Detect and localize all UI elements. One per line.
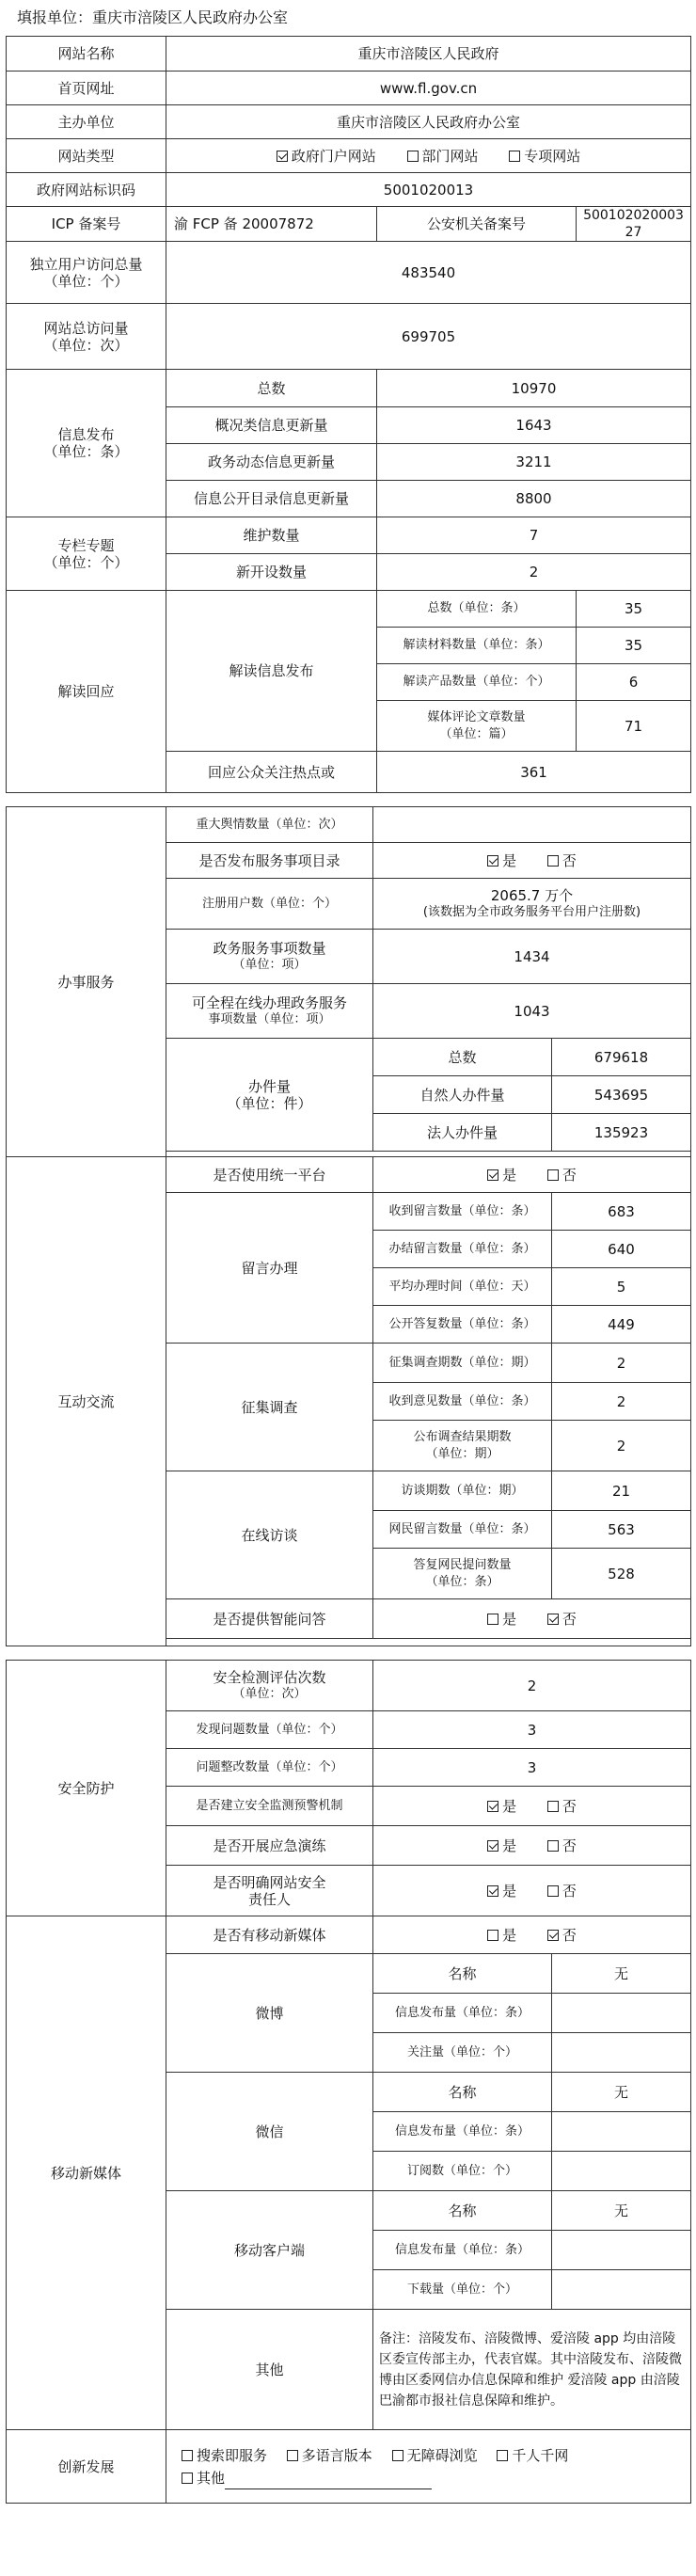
- weibo-label: 微博: [166, 1954, 373, 2073]
- has-media-label: 是否有移动新媒体: [166, 1916, 373, 1954]
- unified-no[interactable]: 否: [547, 1167, 577, 1184]
- app-dl-value: [552, 2270, 691, 2310]
- interpret-row-value: 35: [577, 628, 691, 664]
- wechat-sub-label: 订阅数（单位：个）: [373, 2152, 552, 2191]
- app-info-label: 信息发布量（单位：条）: [373, 2231, 552, 2270]
- spacer: [166, 1639, 691, 1646]
- interpret-sub-label: 解读信息发布: [166, 591, 377, 752]
- checkbox-empty-icon: [392, 2450, 403, 2461]
- innovation-label: 创新发展: [7, 2430, 166, 2504]
- volume-row-label: 总数: [373, 1039, 552, 1076]
- msg-row-value: 449: [552, 1306, 691, 1344]
- volume-row-label: 自然人办件量: [373, 1076, 552, 1114]
- interpret-row-label: 解读产品数量（单位：个）: [377, 664, 577, 701]
- survey-row-label: 公布调查结果期数 （单位：期）: [373, 1421, 552, 1471]
- site-type-label: 网站类型: [7, 139, 166, 173]
- found-label: 发现问题数量（单位：个）: [166, 1711, 373, 1749]
- msg-row-label: 公开答复数量（单位：条）: [373, 1306, 552, 1344]
- media-label: 移动新媒体: [7, 1916, 166, 2430]
- wechat-sub-value: [552, 2152, 691, 2191]
- checkbox-checked-icon: [487, 855, 498, 867]
- blank-line: [225, 2475, 432, 2489]
- drill-label: 是否开展应急演练: [166, 1826, 373, 1866]
- survey-row-label: 征集调查期数（单位：期）: [373, 1344, 552, 1383]
- info-row-value: 10970: [377, 370, 691, 407]
- innovation-other[interactable]: 其他: [182, 2467, 432, 2489]
- column-label: 专栏专题 （单位：个）: [7, 517, 166, 591]
- site-name-label: 网站名称: [7, 37, 166, 72]
- app-name-value: 无: [552, 2191, 691, 2231]
- checkbox-empty-icon: [547, 1840, 559, 1852]
- catalog-label: 是否发布服务事项目录: [166, 843, 373, 879]
- type-option-special[interactable]: 专项网站: [509, 148, 580, 165]
- opinion-value: [373, 807, 691, 843]
- msg-row-label: 收到留言数量（单位：条）: [373, 1193, 552, 1231]
- app-dl-label: 下载量（单位：个）: [373, 2270, 552, 2310]
- homepage-value: www.fl.gov.cn: [166, 72, 691, 105]
- police-label: 公安机关备案号: [377, 207, 577, 242]
- app-name-label: 名称: [373, 2191, 552, 2231]
- visit-row-value: 21: [552, 1471, 691, 1511]
- msg-row-label: 平均办理时间（单位：天）: [373, 1268, 552, 1306]
- volume-row-value: 543695: [552, 1076, 691, 1114]
- wechat-label: 微信: [166, 2073, 373, 2191]
- type-option-dept[interactable]: 部门网站: [407, 148, 479, 165]
- msg-label: 留言办理: [166, 1193, 373, 1344]
- fixed-label: 问题整改数量（单位：个）: [166, 1749, 373, 1787]
- checkbox-checked-icon: [487, 1840, 498, 1852]
- service-label: 办事服务: [7, 807, 166, 1157]
- checkbox-checked-icon: [547, 1930, 559, 1941]
- interpret-row-label: 总数（单位：条）: [377, 591, 577, 628]
- police-value: 50010202000327: [577, 207, 691, 242]
- catalog-yes[interactable]: 是: [487, 852, 516, 869]
- found-value: 3: [373, 1711, 691, 1749]
- wechat-name-value: 无: [552, 2073, 691, 2112]
- survey-row-value: 2: [552, 1421, 691, 1471]
- checkbox-checked-icon: [487, 1801, 498, 1812]
- innovation-search[interactable]: 搜索即服务: [182, 2444, 267, 2467]
- service-interaction-table: [6, 806, 691, 1646]
- qa-label: 是否提供智能问答: [166, 1599, 373, 1639]
- weibo-follow-label: 关注量（单位：个）: [373, 2033, 552, 2073]
- info-row-label: 信息公开目录信息更新量: [166, 481, 377, 517]
- drill-options: [373, 1826, 691, 1866]
- uv-label: 独立用户访问总量 （单位：个）: [7, 242, 166, 304]
- qa-yes[interactable]: 是: [487, 1611, 516, 1628]
- checkbox-empty-icon: [547, 1885, 559, 1897]
- interpret-row-label: 媒体评论文章数量 （单位：篇）: [377, 701, 577, 752]
- volume-row-label: 法人办件量: [373, 1114, 552, 1152]
- monitor-label: 是否建立安全监测预警机制: [166, 1787, 373, 1826]
- filler-unit: 填报单位：重庆市涪陵区人民政府办公室: [17, 8, 289, 26]
- app-info-value: [552, 2231, 691, 2270]
- users-value: 2065.7 万个 (该数据为全市政务服务平台用户注册数): [373, 879, 691, 930]
- info-row-value: 1643: [377, 407, 691, 444]
- info-publish-label: 信息发布 （单位：条）: [7, 370, 166, 517]
- checkbox-checked-icon: [487, 1885, 498, 1897]
- visit-row-label: 答复网民提问数量 （单位：条）: [373, 1549, 552, 1599]
- owner-label: 是否明确网站安全 责任人: [166, 1866, 373, 1916]
- sponsor-value: 重庆市涪陵区人民政府办公室: [166, 105, 691, 139]
- checkbox-empty-icon: [407, 151, 419, 162]
- has-media-no[interactable]: 否: [547, 1927, 577, 1944]
- msg-row-value: 683: [552, 1193, 691, 1231]
- eval-value: 2: [373, 1661, 691, 1711]
- other-media-note: 备注：涪陵发布、涪陵微博、爱涪陵 app 均由涪陵区委宣传部主办，代表官媒。其中涪陵发布、涪陵微博由区委网信办信息保障和维护 爱涪陵 app 由涪陵巴渝都市报社信息保障和维护。: [373, 2310, 691, 2430]
- checkbox-empty-icon: [547, 1169, 559, 1181]
- checkbox-empty-icon: [487, 1930, 498, 1941]
- interact-label: 互动交流: [7, 1157, 166, 1646]
- visit-row-value: 563: [552, 1511, 691, 1549]
- drill-no[interactable]: 否: [547, 1837, 577, 1854]
- weibo-info-value: [552, 1994, 691, 2033]
- unified-label: 是否使用统一平台: [166, 1157, 373, 1193]
- icp-label: ICP 备案号: [7, 207, 166, 242]
- unified-options: [373, 1157, 691, 1193]
- survey-row-label: 收到意见数量（单位：条）: [373, 1383, 552, 1421]
- wechat-info-label: 信息发布量（单位：条）: [373, 2112, 552, 2152]
- checkbox-checked-icon: [547, 1614, 559, 1625]
- owner-options: [373, 1866, 691, 1916]
- site-type-options: [166, 139, 691, 173]
- checkbox-checked-icon: [277, 151, 288, 162]
- volume-label: 办件量 （单位：件）: [166, 1039, 373, 1152]
- other-media-label: 其他: [166, 2310, 373, 2430]
- fixed-value: 3: [373, 1749, 691, 1787]
- survey-label: 征集调查: [166, 1344, 373, 1471]
- survey-row-value: 2: [552, 1344, 691, 1383]
- hot-response-label: 回应公众关注热点或: [166, 752, 377, 793]
- wechat-name-label: 名称: [373, 2073, 552, 2112]
- column-row-label: 新开设数量: [166, 554, 377, 591]
- checkbox-empty-icon: [182, 2450, 193, 2461]
- owner-yes[interactable]: 是: [487, 1883, 516, 1900]
- has-media-yes[interactable]: 是: [487, 1927, 516, 1944]
- basic-info-table: [6, 36, 691, 793]
- catalog-options: [373, 843, 691, 879]
- uv-value: 483540: [166, 242, 691, 304]
- msg-row-value: 5: [552, 1268, 691, 1306]
- security-label: 安全防护: [7, 1661, 166, 1916]
- visit-row-label: 访谈期数（单位：期）: [373, 1471, 552, 1511]
- msg-row-label: 办结留言数量（单位：条）: [373, 1231, 552, 1268]
- info-row-value: 8800: [377, 481, 691, 517]
- site-id-label: 政府网站标识码: [7, 173, 166, 207]
- app-label: 移动客户端: [166, 2191, 373, 2310]
- items-label: 政务服务事项数量 （单位：项）: [166, 930, 373, 984]
- checkbox-empty-icon: [547, 1801, 559, 1812]
- interpret-row-label: 解读材料数量（单位：条）: [377, 628, 577, 664]
- homepage-label: 首页网址: [7, 72, 166, 105]
- users-label: 注册用户数（单位：个）: [166, 879, 373, 930]
- innovation-personal[interactable]: 千人千网: [497, 2444, 568, 2467]
- volume-row-value: 135923: [552, 1114, 691, 1152]
- icp-value: 渝 FCP 备 20007872: [166, 207, 377, 242]
- qa-no[interactable]: 否: [547, 1611, 577, 1628]
- catalog-no[interactable]: 否: [547, 852, 577, 869]
- security-media-table: [6, 1660, 691, 2504]
- survey-row-value: 2: [552, 1383, 691, 1421]
- drill-yes[interactable]: 是: [487, 1837, 516, 1854]
- owner-no[interactable]: 否: [547, 1883, 577, 1900]
- weibo-name-label: 名称: [373, 1954, 552, 1994]
- info-row-label: 概况类信息更新量: [166, 407, 377, 444]
- online-value: 1043: [373, 984, 691, 1039]
- interpret-row-value: 6: [577, 664, 691, 701]
- visit-row-value: 528: [552, 1549, 691, 1599]
- pv-label: 网站总访问量 （单位：次）: [7, 304, 166, 370]
- checkbox-empty-icon: [487, 1614, 498, 1625]
- info-row-value: 3211: [377, 444, 691, 481]
- innovation-accessible[interactable]: 无障碍浏览: [392, 2444, 478, 2467]
- hot-response-value: 361: [377, 752, 691, 793]
- type-option-portal[interactable]: 政府门户网站: [277, 148, 376, 165]
- info-row-label: 政务动态信息更新量: [166, 444, 377, 481]
- items-value: 1434: [373, 930, 691, 984]
- visit-label: 在线访谈: [166, 1471, 373, 1599]
- checkbox-empty-icon: [509, 151, 520, 162]
- has-media-options: [373, 1916, 691, 1954]
- weibo-follow-value: [552, 2033, 691, 2073]
- weibo-info-label: 信息发布量（单位：条）: [373, 1994, 552, 2033]
- volume-row-value: 679618: [552, 1039, 691, 1076]
- interpret-label: 解读回应: [7, 591, 166, 793]
- wechat-info-value: [552, 2112, 691, 2152]
- info-row-label: 总数: [166, 370, 377, 407]
- msg-row-value: 640: [552, 1231, 691, 1268]
- site-name-value: 重庆市涪陵区人民政府: [166, 37, 691, 72]
- monitor-no[interactable]: 否: [547, 1798, 577, 1815]
- unified-yes[interactable]: 是: [487, 1167, 516, 1184]
- site-id-value: 5001020013: [166, 173, 691, 207]
- checkbox-empty-icon: [547, 855, 559, 867]
- checkbox-empty-icon: [287, 2450, 298, 2461]
- innovation-multilang[interactable]: 多语言版本: [287, 2444, 372, 2467]
- checkbox-empty-icon: [182, 2473, 193, 2484]
- eval-label: 安全检测评估次数 （单位：次）: [166, 1661, 373, 1711]
- column-row-value: 7: [377, 517, 691, 554]
- checkbox-checked-icon: [487, 1169, 498, 1181]
- checkbox-empty-icon: [497, 2450, 508, 2461]
- weibo-name-value: 无: [552, 1954, 691, 1994]
- column-row-label: 维护数量: [166, 517, 377, 554]
- visit-row-label: 网民留言数量（单位：条）: [373, 1511, 552, 1549]
- sponsor-label: 主办单位: [7, 105, 166, 139]
- innovation-options: [166, 2430, 691, 2504]
- column-row-value: 2: [377, 554, 691, 591]
- qa-options: [373, 1599, 691, 1639]
- pv-value: 699705: [166, 304, 691, 370]
- monitor-options: [373, 1787, 691, 1826]
- opinion-label: 重大舆情数量（单位：次）: [166, 807, 373, 843]
- online-label: 可全程在线办理政务服务 事项数量（单位：项）: [166, 984, 373, 1039]
- interpret-row-value: 35: [577, 591, 691, 628]
- interpret-row-value: 71: [577, 701, 691, 752]
- monitor-yes[interactable]: 是: [487, 1798, 516, 1815]
